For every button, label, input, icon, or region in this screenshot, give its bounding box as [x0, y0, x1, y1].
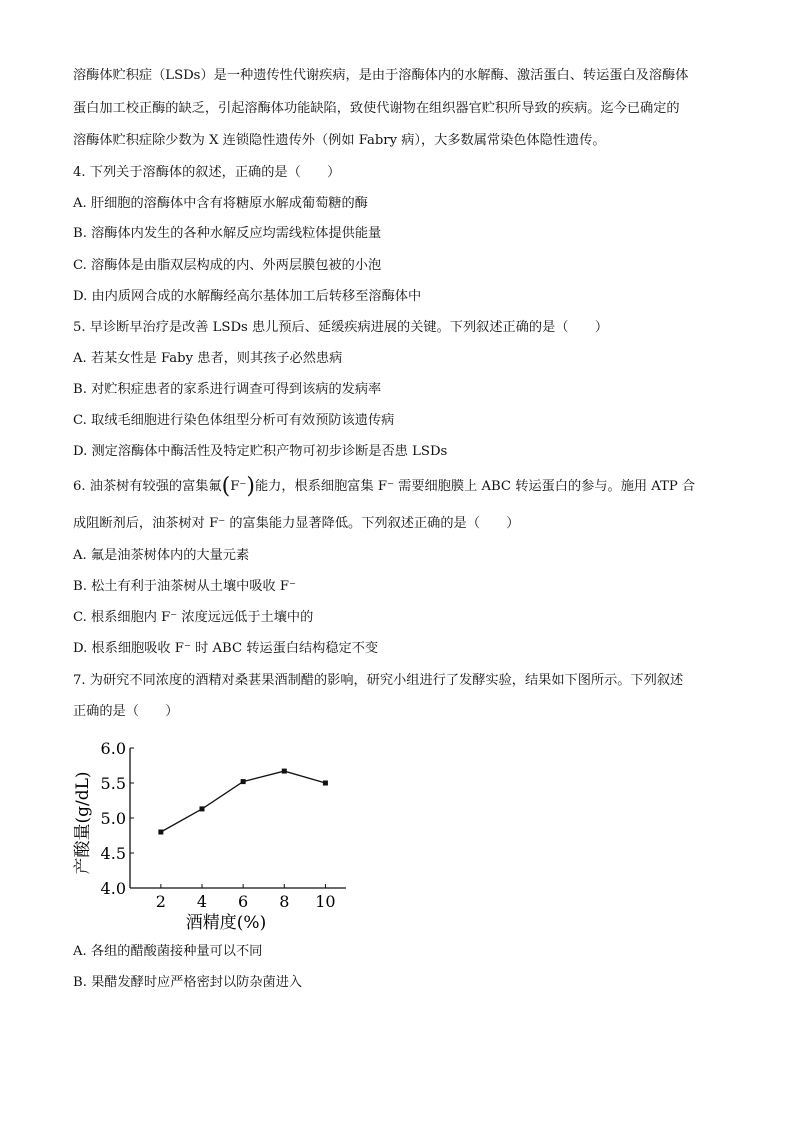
- data-point: [241, 779, 246, 784]
- data-point: [200, 806, 205, 811]
- data-point: [158, 830, 163, 835]
- question-7-option-a: A. 各组的醋酸菌接种量可以不同: [73, 944, 263, 959]
- question-4-option-a: A. 肝细胞的溶酶体中含有将糖原水解成葡萄糖的酶: [73, 196, 368, 211]
- y-tick-label: 6.0: [100, 739, 126, 758]
- y-tick-label: 5.0: [100, 809, 126, 828]
- x-tick-label: 10: [315, 892, 336, 911]
- y-axis-label: 产酸量(g/dL): [73, 771, 93, 875]
- intro-line-1: 溶酶体贮积症（LSDs）是一种遗传性代谢疾病，是由于溶酶体内的水解酶、激活蛋白、转运蛋白及溶酶体: [73, 68, 689, 83]
- question-5-option-b: B. 对贮积症患者的家系进行调查可得到该病的发病率: [73, 382, 382, 397]
- question-6-option-a: A. 氟是油茶树体内的大量元素: [73, 548, 250, 563]
- data-point: [323, 781, 328, 786]
- right-paren: ): [246, 474, 255, 499]
- x-tick-label: 8: [279, 892, 290, 911]
- question-6-option-c: C. 根系细胞内 F⁻ 浓度远远低于土壤中的: [73, 610, 314, 625]
- question-6-stem-line-1: [73, 474, 696, 499]
- chart-axes: [130, 748, 346, 888]
- question-7-option-b: B. 果醋发酵时应严格密封以防杂菌进入: [73, 975, 303, 990]
- question-5-stem: 5. 早诊断早治疗是改善 LSDs 患儿预后、延缓疾病进展的关键。下列叙述正确的是（ ）: [73, 320, 609, 335]
- question-5-option-d: D. 测定溶酶体中酶活性及特定贮积产物可初步诊断是否患 LSDs: [73, 444, 448, 459]
- question-6-stem-part-a: 6. 油茶树有较强的富集氟: [73, 479, 222, 494]
- question-4-option-b: B. 溶酶体内发生的各种水解反应均需线粒体提供能量: [73, 226, 382, 241]
- question-5-option-c: C. 取绒毛细胞进行染色体组型分析可有效预防该遗传病: [73, 413, 395, 428]
- x-tick-label: 2: [155, 892, 166, 911]
- question-6-stem-part-b: 能力，根系细胞富集 F⁻ 需要细胞膜上 ABC 转运蛋白的参与。施用 ATP 合: [254, 479, 696, 494]
- acid-yield-line-chart: [68, 738, 358, 934]
- question-4-stem: 4. 下列关于溶酶体的叙述，正确的是（ ）: [73, 165, 341, 180]
- chart-ticks: [101, 739, 336, 911]
- x-tick-label: 6: [238, 892, 249, 911]
- chart-series: [158, 769, 328, 835]
- question-4-option-c: C. 溶酶体是由脂双层构成的内、外两层膜包被的小泡: [73, 258, 382, 273]
- x-tick-label: 4: [196, 892, 208, 911]
- intro-line-2: 蛋白加工校正酶的缺乏，引起溶酶体功能缺陷，致使代谢物在组织器官贮积所导致的疾病。迄今已确定的: [73, 101, 680, 116]
- question-6-option-d: D. 根系细胞吸收 F⁻ 时 ABC 转运蛋白结构稳定不变: [73, 641, 379, 656]
- question-6-option-b: B. 松土有利于油茶树从土壤中吸收 F⁻: [73, 579, 297, 594]
- left-paren: (: [221, 474, 231, 499]
- question-7-stem-line-2: 正确的是（ ）: [73, 704, 179, 719]
- x-axis-label: 酒精度(%): [185, 913, 267, 933]
- fluoride-ion: F⁻: [230, 479, 247, 494]
- question-7-stem-line-1: 7. 为研究不同浓度的酒精对桑葚果酒制醋的影响，研究小组进行了发酵实验，结果如下图所示。下列叙述: [73, 673, 684, 688]
- y-tick-label: 4.5: [100, 844, 126, 863]
- question-5-option-a: A. 若某女性是 Faby 患者，则其孩子必然患病: [73, 351, 343, 366]
- question-6-stem-line-2: 成阻断剂后，油茶树对 F⁻ 的富集能力显著降低。下列叙述正确的是（ ）: [73, 516, 520, 531]
- y-tick-label: 4.0: [100, 879, 126, 898]
- question-4-option-d: D. 由内质网合成的水解酶经高尔基体加工后转移至溶酶体中: [73, 289, 422, 304]
- data-point: [282, 769, 287, 774]
- y-tick-label: 5.5: [100, 774, 126, 793]
- intro-line-3: 溶酶体贮积症除少数为 X 连锁隐性遗传外（例如 Fabry 病），大多数属常染色体隐性遗传。: [73, 133, 606, 148]
